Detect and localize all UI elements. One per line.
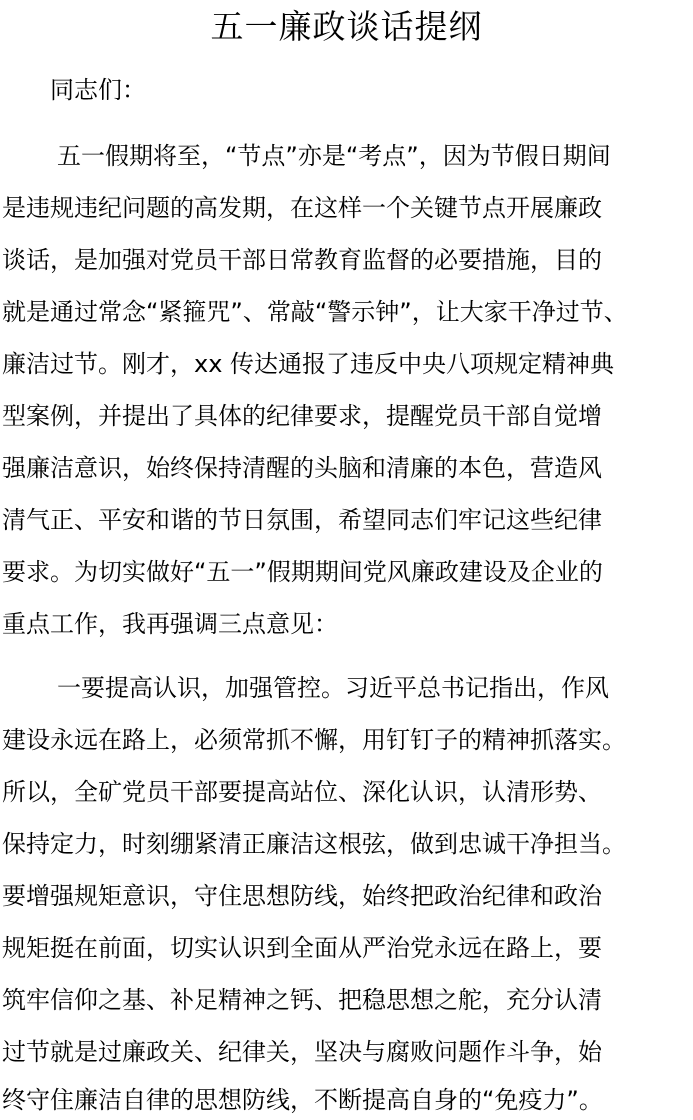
paragraph-line: 要增强规矩意识，守住思想防线，始终把政治纪律和政治: [2, 882, 602, 910]
document-title: 五一廉政谈话提纲: [210, 7, 483, 46]
paragraph-line: 是违规违纪问题的高发期，在这样一个关键节点开展廉政: [2, 194, 602, 222]
paragraph-line: 就是通过常念“紧箍咒”、常敲“警示钟”，让大家干净过节、: [2, 298, 628, 326]
paragraph-line: 一要提高认识，加强管控。习近平总书记指出，作风: [33, 674, 609, 702]
paragraph-line: 建设永远在路上，必须常抓不懈，用钉钉子的精神抓落实。: [2, 726, 626, 754]
greeting: 同志们：: [50, 76, 146, 104]
paragraph-line: 谈话，是加强对党员干部日常教育监督的必要措施，目的: [2, 246, 602, 274]
paragraph-line: 规矩挺在前面，切实认识到全面从严治党永远在路上，要: [2, 934, 602, 962]
paragraph-line: 型案例，并提出了具体的纪律要求，提醒党员干部自觉增: [2, 402, 602, 430]
paragraph-line: 重点工作，我再强调三点意见：: [2, 610, 338, 638]
paragraph-line: 筑牢信仰之基、补足精神之钙、把稳思想之舵，充分认清: [2, 986, 602, 1014]
paragraph-line: 要求。为切实做好“五一”假期期间党风廉政建设及企业的: [2, 558, 603, 586]
paragraph-line: 廉洁过节。刚才，xx 传达通报了违反中央八项规定精神典: [2, 350, 615, 378]
paragraph-line: 五一假期将至，“节点”亦是“考点”，因为节假日期间: [33, 142, 611, 170]
paragraph-line: 过节就是过廉政关、纪律关，坚决与腐败问题作斗争，始: [2, 1038, 602, 1066]
paragraph-line: 保持定力，时刻绷紧清正廉洁这根弦，做到忠诚干净担当。: [2, 830, 626, 858]
paragraph-line: 所以，全矿党员干部要提高站位、深化认识，认清形势、: [2, 778, 602, 806]
paragraph-line: 强廉洁意识，始终保持清醒的头脑和清廉的本色，营造风: [2, 454, 602, 482]
paragraph-line: 终守住廉洁自律的思想防线，不断提高自身的“免疫力”。: [2, 1086, 603, 1114]
paragraph-line: 清气正、平安和谐的节日氛围，希望同志们牢记这些纪律: [2, 506, 602, 534]
